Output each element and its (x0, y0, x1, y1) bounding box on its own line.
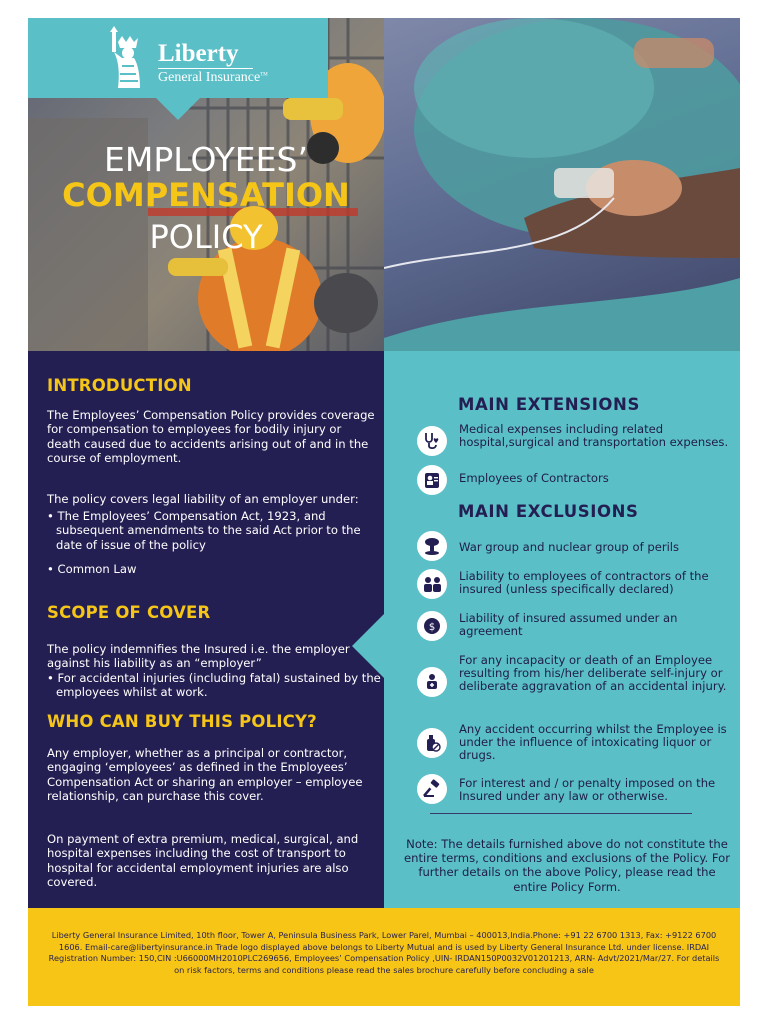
introduction-heading: INTRODUCTION (47, 376, 192, 395)
who-can-buy-heading: WHO CAN BUY THIS POLICY? (47, 712, 317, 731)
exclusion-item-penalty: For interest and / or penalty imposed on the Insured under any law or otherwise. (459, 776, 716, 803)
exclusion-item-contractor-employees: Liability to employees of contractors of the insured (unless specifically declared) (459, 569, 709, 596)
right-info-panel (384, 351, 740, 908)
nuclear-explosion-icon (417, 531, 447, 561)
brand-underline (158, 68, 253, 69)
exclusion-item-agreement: Liability of insured assumed under an agreement (459, 611, 678, 638)
stethoscope-heart-icon (417, 426, 447, 456)
exclusion-item-war: War group and nuclear group of perils (459, 540, 680, 554)
who-can-buy-paragraph-2: On payment of extra premium, medical, surgical, and hospital expenses including the cost of transport to hospital for accidental employment injuries are also covered. (47, 832, 359, 890)
exclusion-item-self-injury: For any incapacity or death of an Employee resulting from his/her deliberate self-injury or deliberate aggravation of an accidental injury. (459, 653, 727, 693)
introduction-covers-text: The policy covers legal liability of an employer under: (47, 492, 359, 506)
contractor-badge-icon (417, 465, 447, 495)
extension-item-medical: Medical expenses including related hospital,surgical and transportation expenses. (459, 422, 729, 449)
no-alcohol-icon (417, 728, 447, 758)
left-info-panel (28, 351, 384, 908)
agreement-liability-icon (417, 611, 447, 641)
scope-heading: SCOPE OF COVER (47, 603, 211, 622)
brand-subtitle: General Insurance™ (158, 70, 268, 85)
gavel-penalty-icon (417, 774, 447, 804)
title-line-2: COMPENSATION (62, 176, 350, 214)
svg-text:$: $ (428, 622, 436, 633)
introduction-paragraph: The Employees’ Compensation Policy provides coverage for compensation to employees for bodily injury or death caused due to accidents arising out of and in the course of employment. (47, 408, 375, 466)
hospital-patient-photo (384, 18, 740, 351)
footer-legal-text: Liberty General Insurance Limited, 10th floor, Tower A, Peninsula Business Park, Lower Parel, Mumbai – 400013,India.Phone: +91 22 6700 1313, Fax: +9122 6700 1606. Email-care@libertyinsurance.in Trade logo displayed above belongs to Liberty Mutual and is used by Liberty General Insurance Ltd. under license. IRDAI Registration Number: 150,CIN :U66000MH2010PLC269656, Employees’ Compensation Policy ,UIN- IRDAN150P0032V01201213, ARN- Advt/2021/Mar/27. For details on risk factors, terms and conditions please read the sales brochure carefully before concluding a sale (48, 930, 720, 975)
exclusions-heading: MAIN EXCLUSIONS (458, 502, 639, 521)
brochure-page (28, 18, 740, 1006)
patient-care-illustration (384, 18, 740, 351)
section-divider (430, 813, 692, 814)
brand-name: Liberty (158, 40, 239, 67)
panel-pointer-arrow (352, 614, 384, 678)
title-line-1: EMPLOYEES’ (104, 140, 308, 179)
introduction-bullet-act: • The Employees’ Compensation Act, 1923, and subsequent amendments to the said Act prior to the date of issue of the policy (47, 509, 361, 552)
extension-item-contractors: Employees of Contractors (459, 471, 609, 485)
disclaimer-note: Note: The details furnished above do not constitute the entire terms, conditions and exclusions of the Policy. For further details on the above Policy, please read the entire Policy Form. (403, 837, 731, 894)
who-can-buy-paragraph-1: Any employer, whether as a principal or contractor, engaging ‘employees’ as defined in the Employees’ Compensation Act or sharing an employer – employee relationship, can purchase this cover. (47, 746, 363, 804)
statue-of-liberty-icon (100, 26, 148, 95)
scope-bullet: • For accidental injuries (including fatal) sustained by the employees whilst at work. (47, 671, 381, 700)
exclusion-item-intoxication: Any accident occurring whilst the Employee is under the influence of intoxicating liquor or drugs. (459, 722, 727, 762)
extensions-heading: MAIN EXTENSIONS (458, 395, 640, 414)
logo-band-notch (156, 98, 200, 120)
introduction-bullet-common-law: • Common Law (47, 562, 137, 576)
contractor-liability-icon (417, 569, 447, 599)
trademark-mark: TM (260, 72, 268, 78)
title-line-3: POLICY (149, 218, 263, 256)
self-injury-icon (417, 667, 447, 697)
footer-band (28, 908, 740, 1006)
hero-banner (28, 18, 740, 351)
scope-paragraph: The policy indemnifies the Insured i.e. the employer against his liability as an “employer” (47, 642, 350, 671)
